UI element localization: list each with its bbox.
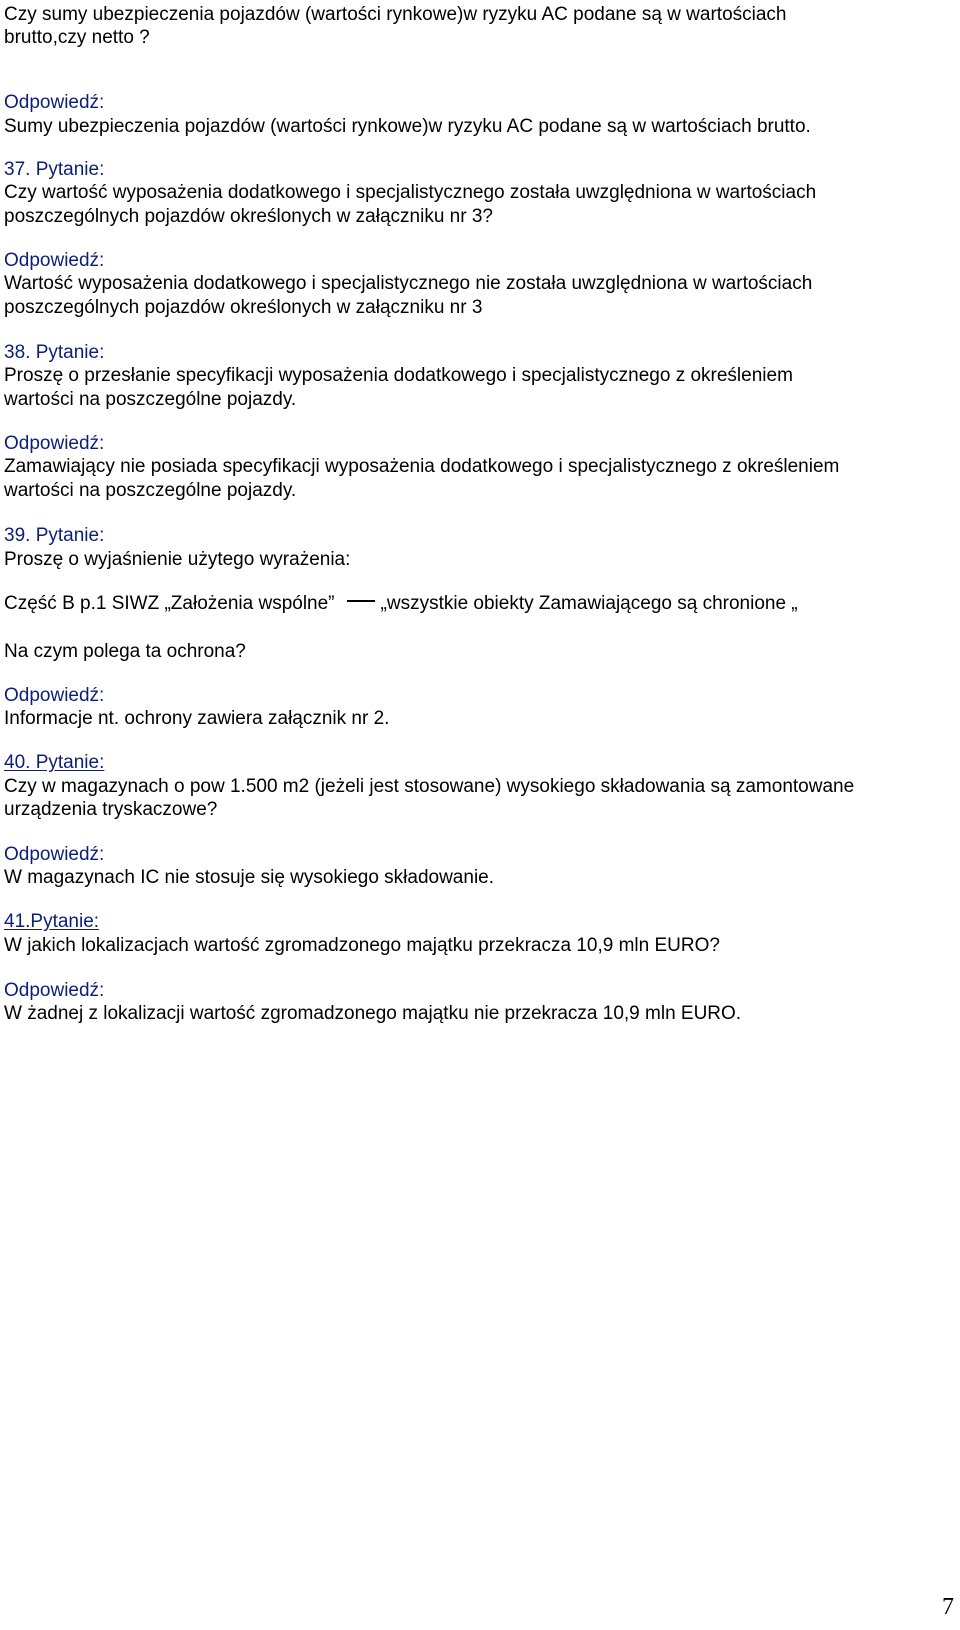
answer-38-line-1: Zamawiający nie posiada specyfikacji wyposażenia dodatkowego i specjalistycznego z określeniem — [4, 456, 840, 477]
question-37-label: 37. Pytanie: — [4, 159, 105, 180]
answer-41-label: Odpowiedź: — [4, 980, 105, 1001]
answer-40-label: Odpowiedź: — [4, 844, 105, 865]
answer-37-label: Odpowiedź: — [4, 250, 105, 271]
question-41-line-1: W jakich lokalizacjach wartość zgromadzonego majątku przekracza 10,9 mln EURO? — [4, 935, 720, 956]
question-38-line-2: wartości na poszczególne pojazdy. — [4, 389, 297, 410]
question-38-label: 38. Pytanie: — [4, 342, 105, 363]
answer-39-label: Odpowiedź: — [4, 685, 105, 706]
question-37-line-1: Czy wartość wyposażenia dodatkowego i specjalistycznego została uwzględniona w wartościach — [4, 182, 817, 203]
question-40-line-1: Czy w magazynach o pow 1.500 m2 (jeżeli jest stosowane) wysokiego składowania są zamontowane — [4, 776, 855, 797]
answer-38-label: Odpowiedź: — [4, 433, 105, 454]
answer-36-label: Odpowiedź: — [4, 92, 105, 113]
question-39-quote-part-a: Część B p.1 SIWZ „Założenia wspólne” — [4, 593, 335, 614]
answer-36-line-1: Sumy ubezpieczenia pojazdów (wartości rynkowe)w ryzyku AC podane są w wartościach brutto. — [4, 116, 811, 137]
question-36-line-1: Czy sumy ubezpieczenia pojazdów (wartości rynkowe)w ryzyku AC podane są w wartościach — [4, 4, 787, 25]
question-37-line-2: poszczególnych pojazdów określonych w załączniku nr 3? — [4, 206, 493, 227]
question-40-line-2: urządzenia tryskaczowe? — [4, 799, 218, 820]
answer-41-line-1: W żadnej z lokalizacji wartość zgromadzonego majątku nie przekracza 10,9 mln EURO. — [4, 1003, 742, 1024]
answer-39-line-1: Informacje nt. ochrony zawiera załącznik nr 2. — [4, 708, 390, 729]
question-36-line-2: brutto,czy netto ? — [4, 27, 150, 48]
question-39-label: 39. Pytanie: — [4, 525, 105, 546]
question-40-label: 40. Pytanie: — [4, 752, 105, 773]
question-41-label: 41.Pytanie: — [4, 911, 100, 932]
dash-separator — [347, 600, 375, 602]
question-38-line-1: Proszę o przesłanie specyfikacji wyposażenia dodatkowego i specjalistycznego z określeniem — [4, 365, 793, 386]
question-39-line-3: Na czym polega ta ochrona? — [4, 641, 246, 662]
answer-40-line-1: W magazynach IC nie stosuje się wysokiego składowanie. — [4, 867, 495, 888]
page-number: 7 — [942, 1594, 954, 1620]
answer-37-line-2: poszczególnych pojazdów określonych w załączniku nr 3 — [4, 297, 483, 318]
question-39-quote-part-b: „wszystkie obiekty Zamawiającego są chronione „ — [380, 593, 798, 614]
question-39-quote — [4, 592, 798, 616]
answer-38-line-2: wartości na poszczególne pojazdy. — [4, 480, 297, 501]
answer-37-line-1: Wartość wyposażenia dodatkowego i specjalistycznego nie została uwzględniona w wartościach — [4, 273, 813, 294]
question-39-line-1: Proszę o wyjaśnienie użytego wyrażenia: — [4, 549, 351, 570]
